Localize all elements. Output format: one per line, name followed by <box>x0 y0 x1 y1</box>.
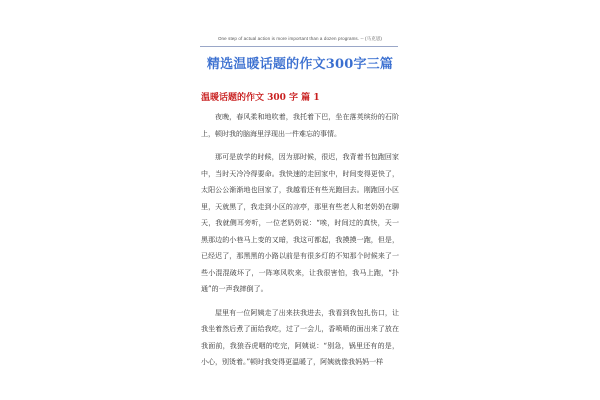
page-title: 精选温暖话题的作文300字三篇 <box>206 57 394 72</box>
header-quote: One step of actual action is more important than a dozen programs. -- (马克思) <box>217 36 383 41</box>
paragraph: 夜晚，春风柔和地吹着，我托着下巴，坐在落英缤纷的石阶上，顿时我的脑海里浮现出一件难忘的事情。 <box>201 113 399 138</box>
paragraph: 屋里有一位阿姨走了出来扶我进去，我看到我包扎伤口，让我坐着然后煮了面给我吃，过了一会儿，香喷喷的面出来了放在我面前，我狼吞虎咽的吃完，阿姨说：“别急，锅里还有的是，小心，别烫着。”顿时我变得更温暖了，阿姨就像我妈妈一样 <box>201 308 399 366</box>
header-divider <box>200 46 398 47</box>
section-heading: 温暖话题的作文 300 字 篇 1 <box>201 93 320 103</box>
essay-body <box>201 109 399 378</box>
paragraph: 那可是放学的时候，因为那时候，很迟，我背着书包跑回家中，当时天冷冷得要命。我快速的走回家中，时间变得更快了，太阳公公渐渐地也回家了，我越看还有些光跑回去。刚跑回小区里，天就黑了，我走到小区的凉亭，那里有些老人和老奶奶在聊天，我就侧耳旁听，一位老奶奶说：“唉，时间过的真快，天一黑那边的小巷马上变的又暗，我这可都起，我摸摸一跑，但是，已经迟了，那黑黑的小路以前是有很多灯的不知那个时候来了一些小混混破坏了，一阵寒风吹来，让我很害怕，我马上跑，“扑通”的一声我摔倒了。 <box>201 153 399 293</box>
